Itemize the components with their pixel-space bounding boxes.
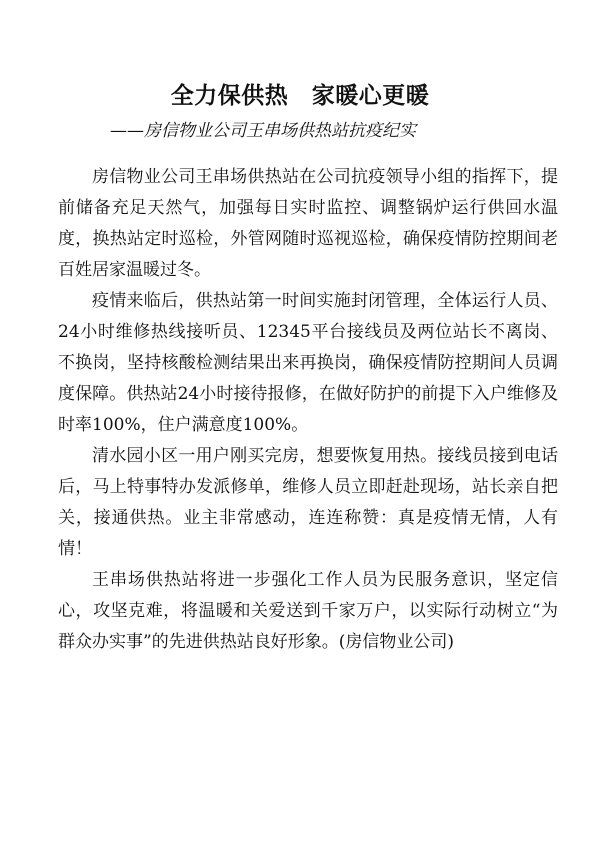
- article-body: [58, 162, 558, 658]
- paragraph-3: 清水园小区一用户刚买完房，想要恢复用热。接线员接到电话后，马上特事特办发派修单，维修人员立即赶赴现场，站长亲自把关，接通供热。业主非常感动，连连称赞：真是疫情无情，人有情！: [58, 446, 558, 559]
- paragraph-1: 房信物业公司王串场供热站在公司抗疫领导小组的指挥下，提前储备充足天然气，加强每日实时监控、调整锅炉运行供回水温度，换热站定时巡检，外管网随时巡视巡检，确保疫情防控期间老百姓居家温暖过冬。: [58, 167, 558, 280]
- article-subtitle: ——房信物业公司王串场供热站抗疫纪实: [110, 121, 416, 141]
- article-title: 全力保供热 家暖心更暖: [170, 83, 430, 109]
- paragraph-2: 疫情来临后，供热站第一时间实施封闭管理，全体运行人员、24小时维修热线接听员、12345平台接线员及两位站长不离岗、不换岗，坚持核酸检测结果出来再换岗，确保疫情防控期间人员调度保障。供热站24小时接待报修，在做好防护的前提下入户维修及时率100%，住户满意度100%。: [58, 291, 558, 435]
- paragraph-4: 王串场供热站将进一步强化工作人员为民服务意识，坚定信心，攻坚克难，将温暖和关爱送到千家万户，以实际行动树立“为群众办实事”的先进供热站良好形象。(房信物业公司): [58, 570, 558, 652]
